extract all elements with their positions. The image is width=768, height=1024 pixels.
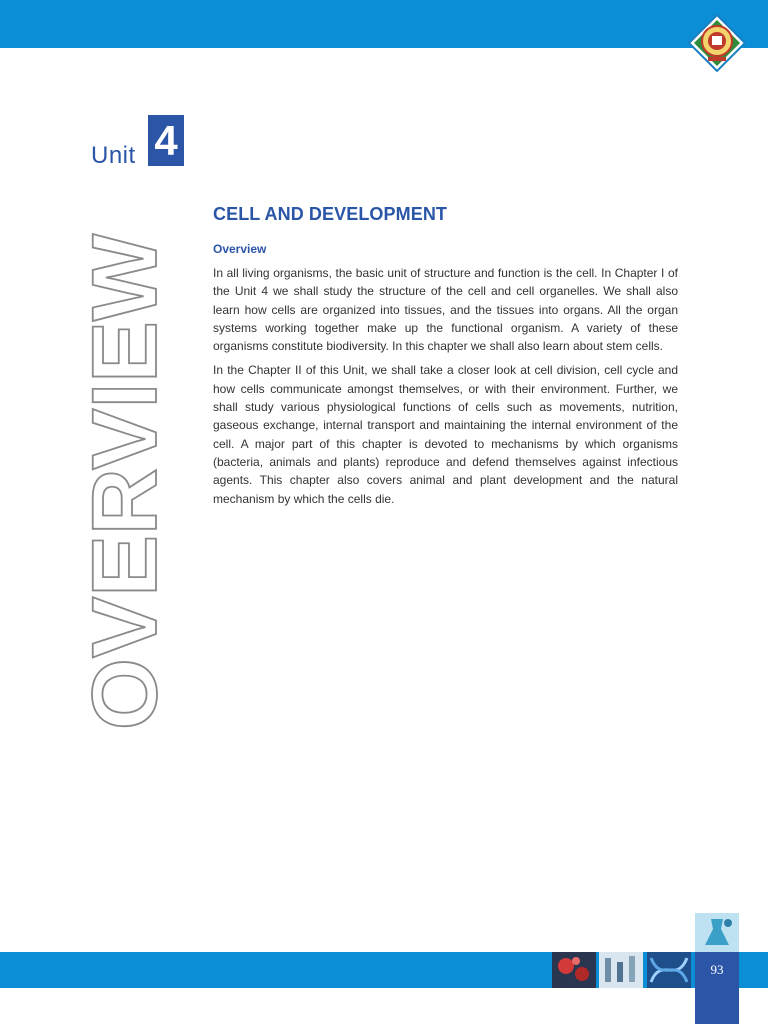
section-heading: Overview: [213, 242, 267, 256]
dna-helix-icon: [647, 952, 691, 988]
header-band: [0, 0, 768, 48]
overview-vertical-word: [74, 232, 176, 732]
institution-emblem-icon: [688, 14, 746, 72]
chapter-title: CELL AND DEVELOPMENT: [213, 204, 448, 224]
page-number: 93: [710, 962, 724, 977]
lab-equipment-icon: [599, 952, 643, 988]
unit-label: Unit: [91, 142, 136, 169]
main-content: [213, 204, 678, 514]
unit-number-badge: 4: [148, 115, 184, 166]
paragraph: In all living organisms, the basic unit of structure and function is the cell. In Chapter I of the Unit 4 we shall study the structure of the cell and cell organelles. We shall also learn how cells are organized into tissues, and the tissues into organs. All the organ systems working together make up the functional organism. A variety of these organisms constitute biodiversity. In this chapter we shall also learn about stem cells.: [213, 266, 678, 354]
paragraph: In the Chapter II of this Unit, we shall take a closer look at cell division, cell cycle and how cells communicate amongst themselves, or with their environment. Further, we shall study various physiological functions of cells such as movements, nutrition, gaseous exchange, internal transport and maintaining the internal environment of the cell. A major part of this chapter is devoted to mechanisms by which organisms (bacteria, animals and plants) reproduce and defend themselves against infectious agents. This chapter also covers animal and plant development and the natural mechanism by which the cells die.: [213, 363, 678, 506]
lab-flask-icon: [695, 913, 739, 952]
svg-text:OVERVIEW: OVERVIEW: [74, 235, 176, 730]
red-cells-icon: [552, 952, 596, 988]
